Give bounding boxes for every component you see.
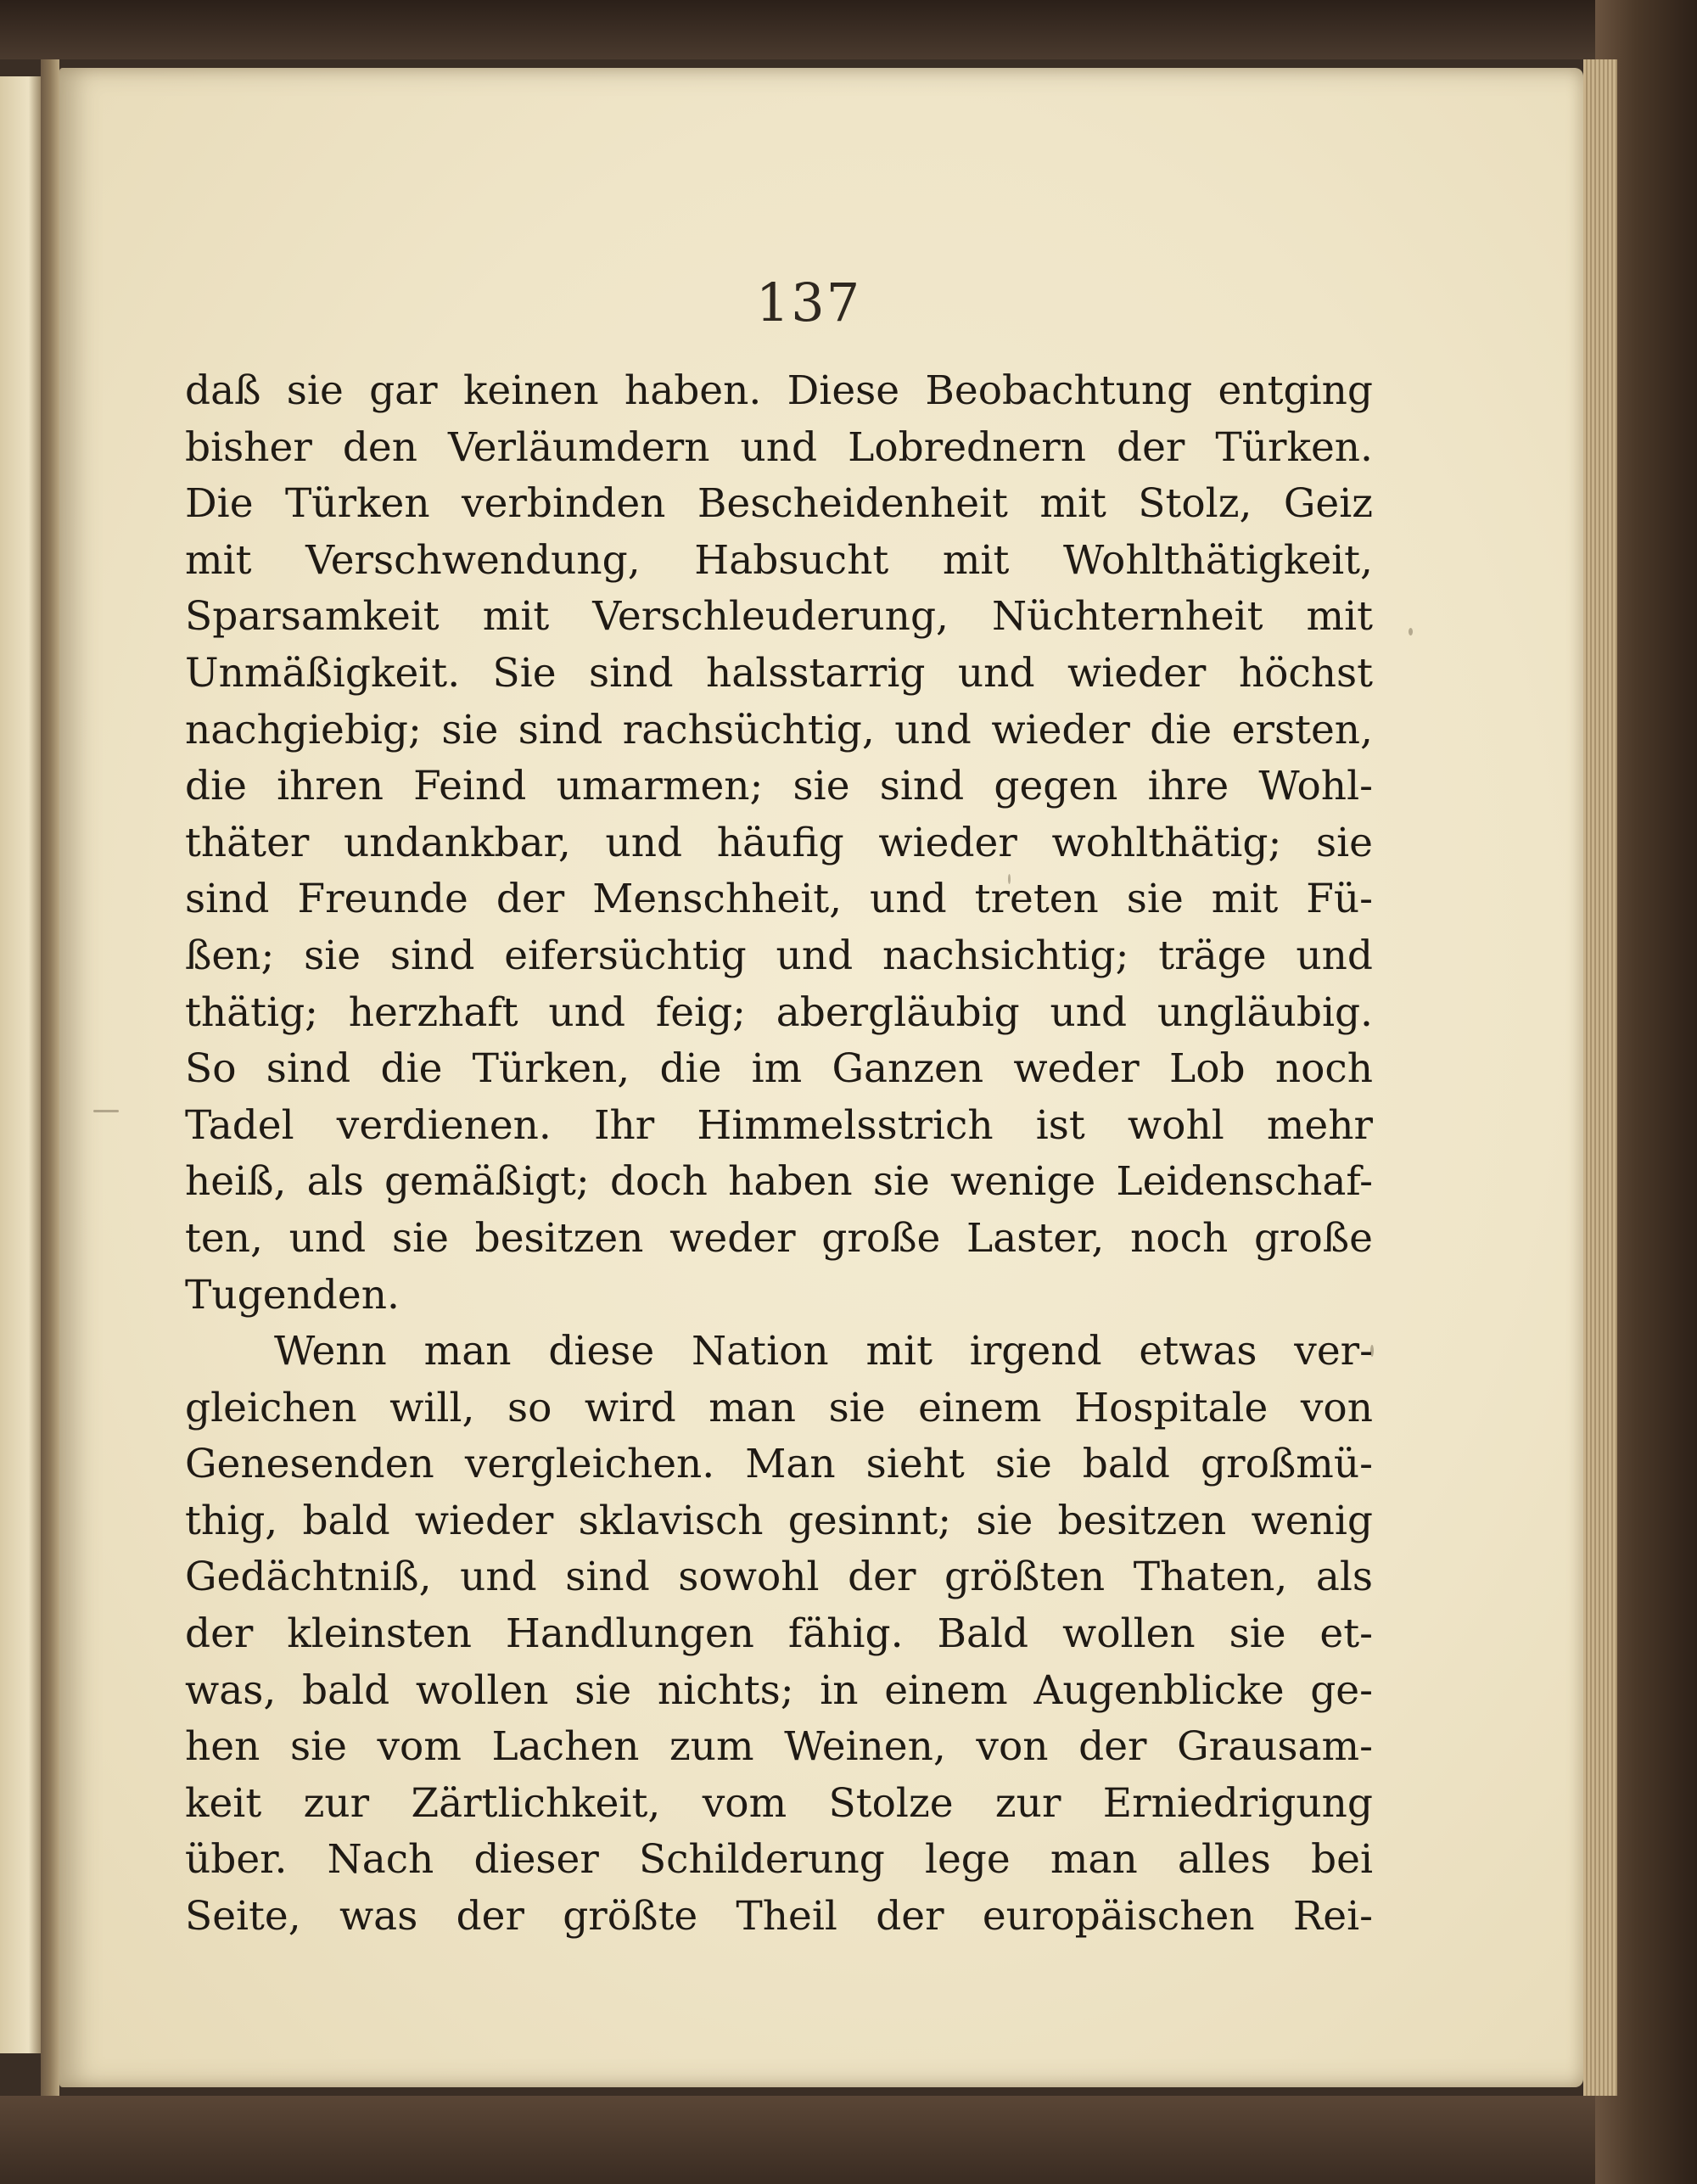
- text-line-paragraph-start: Wenn man diese Nation mit irgend etwas ver-: [274, 1328, 1373, 1375]
- paper-speck: [1409, 628, 1413, 636]
- text-line: Gedächtniß, und sind sowohl der größten Thaten, als: [185, 1554, 1373, 1601]
- text-line: was, bald wollen sie nichts; in einem Augenblicke ge-: [185, 1666, 1373, 1714]
- text-line: heiß, als gemäßigt; doch haben sie wenige Leidenschaf-: [185, 1158, 1373, 1206]
- text-line: über. Nach dieser Schilderung lege man alles bei: [185, 1836, 1373, 1884]
- text-line: die ihren Feind umarmen; sie sind gegen ihre Wohl-: [185, 763, 1373, 810]
- book-cover-bottom-edge: [0, 2096, 1697, 2184]
- page-block-edge: [1583, 59, 1617, 2096]
- paper-speck: [1008, 874, 1011, 884]
- paper-speck: [1370, 1345, 1374, 1357]
- text-line: Unmäßigkeit. Sie sind halsstarrig und wieder höchst: [185, 649, 1373, 697]
- text-line: ten, und sie besitzen weder große Laster, noch große: [185, 1214, 1373, 1262]
- text-line: thätig; herzhaft und feig; abergläubig und ungläubig.: [185, 988, 1373, 1036]
- text-line: der kleinsten Handlungen fähig. Bald wollen sie et-: [185, 1610, 1373, 1658]
- text-line: Genesenden vergleichen. Man sieht sie bald großmü-: [185, 1441, 1373, 1488]
- text-line: Sparsamkeit mit Verschleuderung, Nüchternheit mit: [185, 593, 1373, 641]
- text-line: Seite, was der größte Theil der europäischen Rei-: [185, 1893, 1373, 1940]
- text-line: thig, bald wieder sklavisch gesinnt; sie besitzen wenig: [185, 1497, 1373, 1544]
- text-line: gleichen will, so wird man sie einem Hospitale von: [185, 1384, 1373, 1431]
- text-line: hen sie vom Lachen zum Weinen, von der Grausam-: [185, 1723, 1373, 1771]
- page-number: 137: [755, 272, 862, 333]
- text-line-paragraph-end: Tugenden.: [185, 1271, 400, 1319]
- text-line: thäter undankbar, und häufig wieder wohlthätig; sie: [185, 819, 1373, 866]
- text-line: ßen; sie sind eifersüchtig und nachsichtig; träge und: [185, 932, 1373, 979]
- text-line: Tadel verdienen. Ihr Himmelsstrich ist wohl mehr: [185, 1101, 1373, 1149]
- text-line: nachgiebig; sie sind rachsüchtig, und wieder die ersten,: [185, 706, 1373, 753]
- book-cover-top-edge: [0, 0, 1697, 59]
- paper-speck: [93, 1110, 119, 1112]
- text-line: keit zur Zärtlichkeit, vom Stolze zur Erniedrigung: [185, 1779, 1373, 1827]
- text-line: bisher den Verläumdern und Lobrednern der Türken.: [185, 423, 1373, 471]
- text-line: Die Türken verbinden Bescheidenheit mit Stolz, Geiz: [185, 480, 1373, 528]
- page-text-block: [185, 363, 1373, 1946]
- previous-page-sliver: [0, 76, 41, 2053]
- book-gutter: [41, 59, 59, 2096]
- book-page: [59, 68, 1583, 2087]
- text-line: sind Freunde der Menschheit, und treten sie mit Fü-: [185, 876, 1373, 923]
- text-line: daß sie gar keinen haben. Diese Beobachtung entging: [185, 367, 1373, 414]
- text-line: mit Verschwendung, Habsucht mit Wohlthätigkeit,: [185, 536, 1373, 584]
- text-line: So sind die Türken, die im Ganzen weder Lob noch: [185, 1045, 1373, 1093]
